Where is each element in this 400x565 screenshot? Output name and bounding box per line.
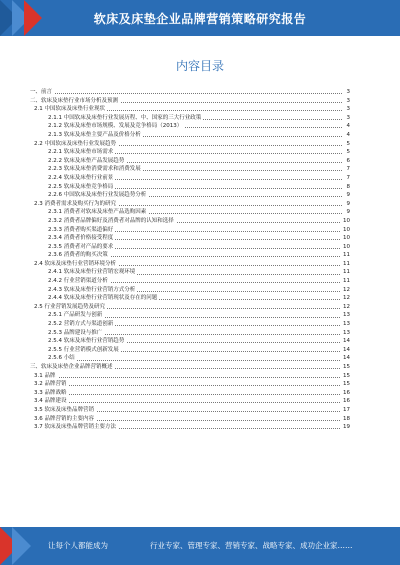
toc-entry-page: 12: [343, 286, 350, 293]
toc-entry-title: 2.5 行业营销发展趋势及研究: [34, 303, 105, 310]
toc-entry-title: 2.3 消费者需求及购买行为的研究: [34, 200, 116, 207]
toc-entry[interactable]: [30, 277, 350, 286]
toc-entry-title: 2.4 软床及床垫行业营销环境分析: [34, 260, 116, 267]
toc-entry-title: 2.5.2 营销方式与渠道创新: [48, 321, 114, 328]
toc-entry[interactable]: [30, 88, 350, 97]
toc-leader-dots: [48, 360, 342, 361]
toc-entry-page: 10: [343, 217, 350, 224]
toc-entry-title: 2.3.6 消费者的购买决策: [48, 252, 108, 259]
toc-entry-title: 3.1 品牌: [34, 372, 56, 379]
toc-entry[interactable]: [30, 174, 350, 183]
toc-entry-title: 2.2.5 软床及床垫竞争格局: [48, 183, 114, 190]
toc-entry[interactable]: [30, 165, 350, 174]
toc-entry-title: 2.2.2 软床及床垫产品发展趋势: [48, 157, 125, 164]
toc-entry[interactable]: [30, 320, 350, 329]
toc-entry-page: 18: [343, 415, 350, 422]
toc-entry-page: 14: [343, 355, 350, 362]
toc-entry-page: 8: [346, 183, 350, 190]
toc-entry-page: 9: [346, 209, 350, 216]
toc-entry[interactable]: [30, 363, 350, 372]
toc-entry-title: 3.2 品牌营销: [34, 381, 67, 388]
toc-entry-title: 2.3.1 消费者对软床及床垫产品选购因素: [48, 209, 147, 216]
toc-entry[interactable]: [30, 140, 350, 149]
toc-entry[interactable]: [30, 294, 350, 303]
toc-entry-page: 13: [343, 329, 350, 336]
toc-entry-page: 15: [343, 381, 350, 388]
toc-entry[interactable]: [30, 148, 350, 157]
toc-entry-title: 3.5 软床及床垫品牌营销: [34, 406, 94, 413]
toc-entry[interactable]: [30, 397, 350, 406]
header-banner: [0, 0, 400, 36]
toc-entry[interactable]: [30, 157, 350, 166]
toc-entry-title: 3.6 品牌营销的主要内容: [34, 415, 94, 422]
toc-entry[interactable]: [30, 337, 350, 346]
toc-entry-page: 7: [346, 166, 350, 173]
toc-entry-page: 16: [343, 398, 350, 405]
toc-entry[interactable]: [30, 389, 350, 398]
toc-entry-title: 2.4.4 软床及床垫行业营销现状及存在的问题: [48, 295, 158, 302]
toc-entry-page: 11: [343, 269, 350, 276]
toc-entry-page: 17: [343, 406, 350, 413]
toc-entry[interactable]: [30, 243, 350, 252]
toc-entry-title: 2.3.2 消费者品牌偏好及消费者对品牌的认知和选择: [48, 217, 174, 224]
toc-heading: 内容目录: [175, 59, 224, 73]
toc-entry-page: 3: [346, 97, 350, 104]
toc-entry-page: 11: [343, 260, 350, 267]
toc-entry-title: 3.7 软床及床垫品牌营销主要方法: [34, 424, 116, 431]
toc-entry-title: 2.2.6 中国软床及床垫行业发展趋势分析: [48, 192, 147, 199]
toc-entry[interactable]: [30, 423, 350, 432]
toc-entry[interactable]: [30, 354, 350, 363]
toc-entry-title: 2.5.3 品牌建设与推广: [48, 329, 103, 336]
toc-entry-page: 14: [343, 346, 350, 353]
toc-entry-title: 2.3.3 消费者购买渠道偏好: [48, 226, 114, 233]
toc-entry-page: 4: [346, 131, 350, 138]
table-of-contents: [30, 88, 350, 432]
toc-entry-title: 2.2.3 软床及床垫消费需求和消费发展: [48, 166, 141, 173]
toc-entry-page: 12: [343, 303, 350, 310]
toc-entry[interactable]: [30, 226, 350, 235]
footer-banner: [0, 527, 400, 565]
toc-entry-page: 15: [343, 364, 350, 370]
toc-entry[interactable]: [30, 406, 350, 415]
toc-entry[interactable]: [30, 329, 350, 338]
toc-entry-title: 一、前言: [30, 89, 53, 95]
footer-slogan-left: 让每个人都能成为: [48, 541, 108, 550]
toc-entry-page: 13: [343, 312, 350, 319]
toc-entry[interactable]: [30, 346, 350, 355]
toc-entry-page: 19: [343, 424, 350, 431]
toc-entry[interactable]: [30, 372, 350, 381]
toc-entry-page: 12: [343, 295, 350, 302]
toc-entry[interactable]: [30, 234, 350, 243]
toc-entry[interactable]: [30, 286, 350, 295]
toc-entry-page: 10: [343, 235, 350, 242]
toc-entry[interactable]: [30, 200, 350, 209]
toc-entry-page: 10: [343, 243, 350, 250]
toc-entry-page: 4: [346, 123, 350, 130]
toc-entry[interactable]: [30, 191, 350, 200]
toc-entry-page: 15: [343, 372, 350, 379]
toc-entry[interactable]: [30, 122, 350, 131]
toc-entry-title: 2.3.4 消费者价格接受程度: [48, 235, 114, 242]
toc-entry-page: 16: [343, 389, 350, 396]
toc-entry-page: 5: [346, 149, 350, 156]
toc-entry[interactable]: [30, 260, 350, 269]
toc-entry[interactable]: [30, 303, 350, 312]
toc-entry-title: 2.5.6 小结: [48, 355, 75, 362]
toc-leader-dots: [34, 385, 342, 386]
toc-entry-title: 3.4 品牌建设: [34, 398, 67, 405]
toc-entry-page: 10: [343, 226, 350, 233]
toc-entry[interactable]: [30, 380, 350, 389]
toc-entry[interactable]: [30, 131, 350, 140]
toc-entry-title: 3.3 品牌战略: [34, 389, 67, 396]
toc-entry[interactable]: [30, 217, 350, 226]
toc-entry-page: 3: [346, 106, 350, 113]
toc-entry-title: 2.1.1 中国软床及床垫行业发展历程、中、国家的三大行业政策: [48, 114, 202, 121]
toc-entry-page: 7: [346, 174, 350, 181]
toc-entry-page: 3: [346, 114, 350, 121]
chevron-decoration: [12, 527, 31, 565]
toc-entry-page: 11: [343, 252, 350, 259]
toc-entry-title: 2.4.3 软床及床垫行业营销方式分析: [48, 286, 136, 293]
toc-entry-page: 6: [346, 157, 350, 164]
toc-entry-page: 11: [343, 278, 350, 285]
toc-entry-title: 2.2.1 软床及床垫市场需求: [48, 149, 114, 156]
toc-entry-title: 三、软床及床垫企业品牌营销概述: [30, 364, 113, 370]
toc-entry[interactable]: [30, 208, 350, 217]
toc-entry-title: 2.4.1 软床及床垫行业营销宏观环境: [48, 269, 136, 276]
toc-entry-page: 14: [343, 338, 350, 345]
toc-entry[interactable]: [30, 114, 350, 123]
toc-leader-dots: [34, 394, 342, 395]
toc-entry-page: 3: [346, 89, 350, 95]
toc-entry-page: 9: [346, 200, 350, 207]
toc-entry-title: 2.4.2 行业营销渠道分析: [48, 278, 108, 285]
toc-leader-dots: [34, 377, 342, 378]
toc-entry[interactable]: [30, 183, 350, 192]
toc-entry[interactable]: [30, 311, 350, 320]
toc-entry-title: 2.1.2 软床及床垫市场规模、发展及竞争格局（2013）: [48, 123, 183, 130]
toc-entry[interactable]: [30, 268, 350, 277]
toc-entry-title: 二、软床及床垫行业市场分析及预测: [30, 97, 119, 104]
toc-entry-title: 2.3.5 消费者对产品的要求: [48, 243, 114, 250]
toc-entry-title: 2.2 中国软床及床垫行业发展趋势: [34, 140, 116, 147]
toc-entry-title: 2.5.1 产品研发与创新: [48, 312, 103, 319]
toc-entry-title: 2.5.4 软床及床垫行业营销趋势: [48, 338, 125, 345]
toc-entry-page: 13: [343, 321, 350, 328]
toc-leader-dots: [34, 402, 342, 403]
toc-entry-title: 2.1 中国软床及床垫行业现状: [34, 106, 105, 113]
toc-entry-title: 2.1.3 软床及床垫主要产品及价格分析: [48, 131, 141, 138]
toc-entry-page: 5: [346, 140, 350, 147]
toc-entry-title: 2.5.5 行业营销模式创新发展: [48, 346, 119, 353]
toc-leader-dots: [30, 93, 342, 94]
toc-entry[interactable]: [30, 415, 350, 424]
toc-entry-page: 9: [346, 192, 350, 199]
toc-entry[interactable]: [30, 97, 350, 106]
footer-slogan-right: 行业专家、管理专家、营销专家、战略专家、成功企业家……: [150, 541, 353, 550]
toc-entry[interactable]: [30, 251, 350, 260]
toc-entry-title: 2.2.4 软床及床垫行业前景: [48, 174, 114, 181]
toc-entry[interactable]: [30, 105, 350, 114]
report-title: 软床及床垫企业品牌营销策略研究报告: [93, 12, 307, 26]
